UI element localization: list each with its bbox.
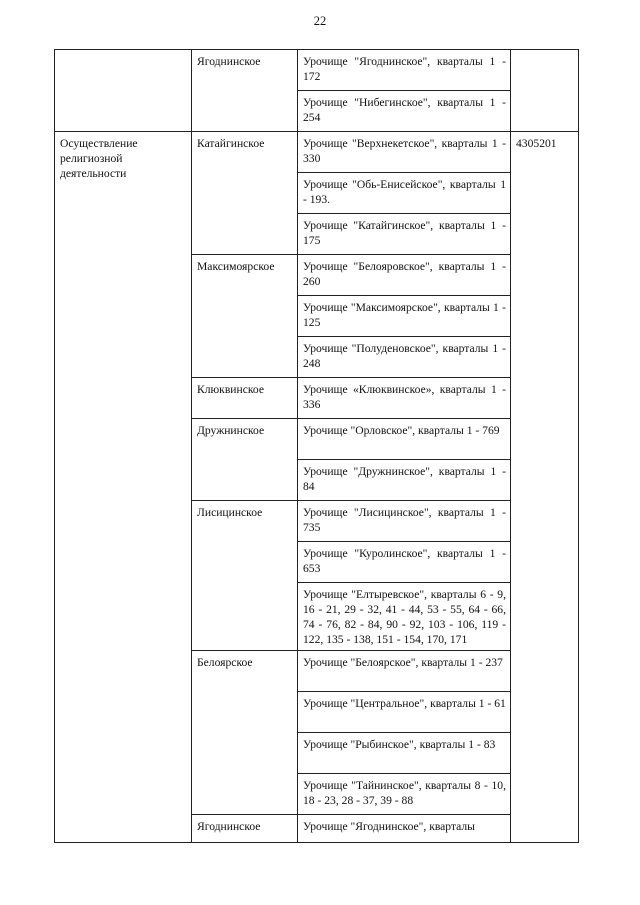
tract-cell: Урочище "Нибегинское", кварталы 1 - 254 [298, 91, 511, 132]
tract-cell: Урочище "Катайгинское", кварталы 1 - 175 [298, 214, 511, 255]
area-cell: Лисицинское [192, 501, 298, 651]
tract-cell: Урочище "Верхнекетское", кварталы 1 - 330 [298, 132, 511, 173]
area-cell: Максимоярское [192, 255, 298, 378]
area-cell: Ягоднинское [192, 50, 298, 132]
tract-cell: Урочище "Ягоднинское", кварталы 1 - 172 [298, 50, 511, 91]
activity-cell: Осуществление религиозной деятельности [55, 132, 192, 843]
tract-cell: Урочище "Елтыревское", кварталы 6 - 9, 16 - 21, 29 - 32, 41 - 44, 53 - 55, 64 - 66, 74 - 76, 82 - 84, 90 - 92, 103 - 106, 119 - 122, 135 - 138, 151 - 154, 170, 171 [298, 583, 511, 651]
tract-cell: Урочище "Дружнинское", кварталы 1 - 84 [298, 460, 511, 501]
area-cell: Клюквинское [192, 378, 298, 419]
tract-cell: Урочище "Рыбинское", кварталы 1 - 83 [298, 733, 511, 774]
tract-cell: Урочище «Клюквинское», кварталы 1 - 336 [298, 378, 511, 419]
tract-cell: Урочище "Тайнинское", кварталы 8 - 10, 18 - 23, 28 - 37, 39 - 88 [298, 774, 511, 815]
activity-cell-empty [55, 50, 192, 132]
area-cell: Катайгинское [192, 132, 298, 255]
tract-cell: Урочище "Центральное", кварталы 1 - 61 [298, 692, 511, 733]
tract-cell: Урочище "Орловское", кварталы 1 - 769 [298, 419, 511, 460]
code-cell-empty [511, 50, 579, 132]
tract-cell: Урочище "Ягоднинское", кварталы [298, 815, 511, 843]
area-cell: Белоярское [192, 651, 298, 815]
forest-areas-table [54, 49, 579, 843]
table-row [55, 132, 579, 173]
tract-cell: Урочище "Белояровское", кварталы 1 - 260 [298, 255, 511, 296]
area-cell: Дружнинское [192, 419, 298, 501]
tract-cell: Урочище "Полуденовское", кварталы 1 - 248 [298, 337, 511, 378]
tract-cell: Урочище "Обь-Енисейское", кварталы 1 - 193. [298, 173, 511, 214]
tract-cell: Урочище "Куролинское", кварталы 1 - 653 [298, 542, 511, 583]
tract-cell: Урочище "Максимоярское", кварталы 1 - 125 [298, 296, 511, 337]
tract-cell: Урочище "Белоярское", кварталы 1 - 237 [298, 651, 511, 692]
table-row [55, 50, 579, 91]
tract-cell: Урочище "Лисицинское", кварталы 1 - 735 [298, 501, 511, 542]
area-cell: Ягоднинское [192, 815, 298, 843]
page-number: 22 [313, 14, 327, 28]
code-cell: 4305201 [511, 132, 579, 843]
